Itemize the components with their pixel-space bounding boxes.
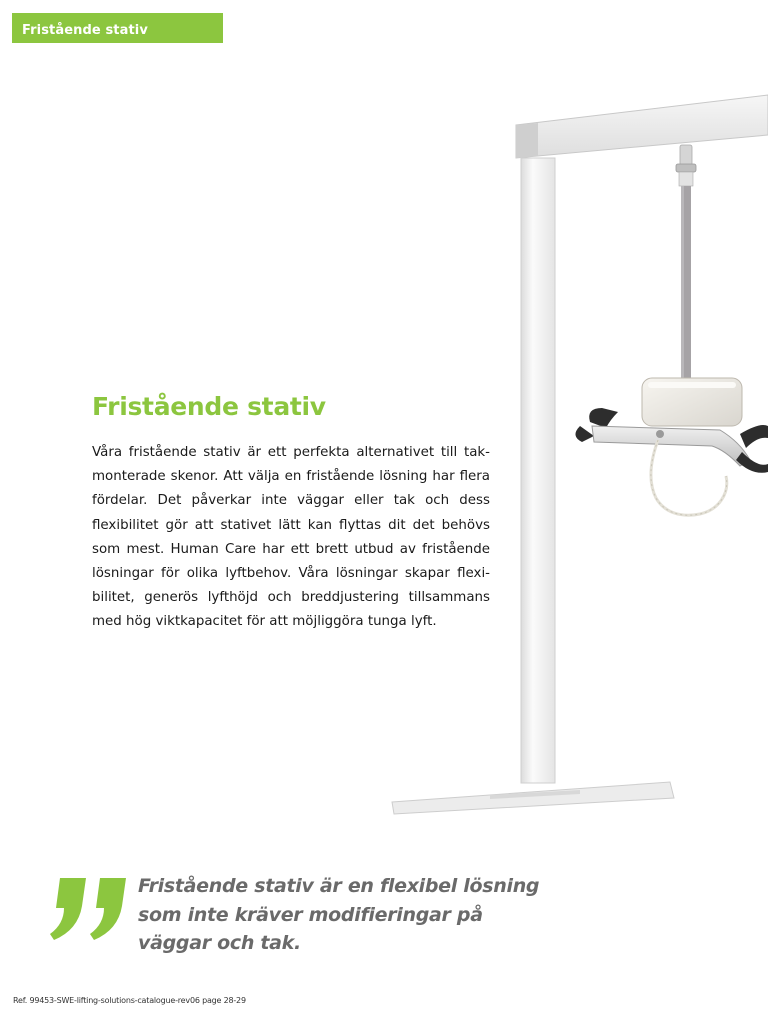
- pull-quote: Fristående stativ är en flexibel lösning som inte kräver modifieringar på väggar och tak.: [138, 875, 540, 954]
- footer-reference: Ref. 99453-SWE-lifting-solutions-catalogue-rev06 page 28-29: [13, 996, 246, 1005]
- section-tab: [12, 13, 223, 43]
- article-body: Våra fristående stativ är ett perfekta alternativet till tak-monterade skenor. Att välja en fristående lösning har flera fördelar. Det påverkar inte väggar eller tak och dess flexibilitet gör att stativet lätt kan flyttas dit det behövs som mest. Human Care har ett brett utbud av fristående lösningar för olika lyftbehov. Våra lösningar skapar flexi-bilitet, generös lyfthöjd och breddjustering tillsammans med hög viktkapacitet för att möjliggöra tunga lyft.: [92, 445, 490, 630]
- section-tab-label: Fristående stativ: [22, 23, 148, 38]
- article-heading: Fristående stativ: [92, 392, 326, 421]
- quote-mark-icon: [50, 878, 130, 942]
